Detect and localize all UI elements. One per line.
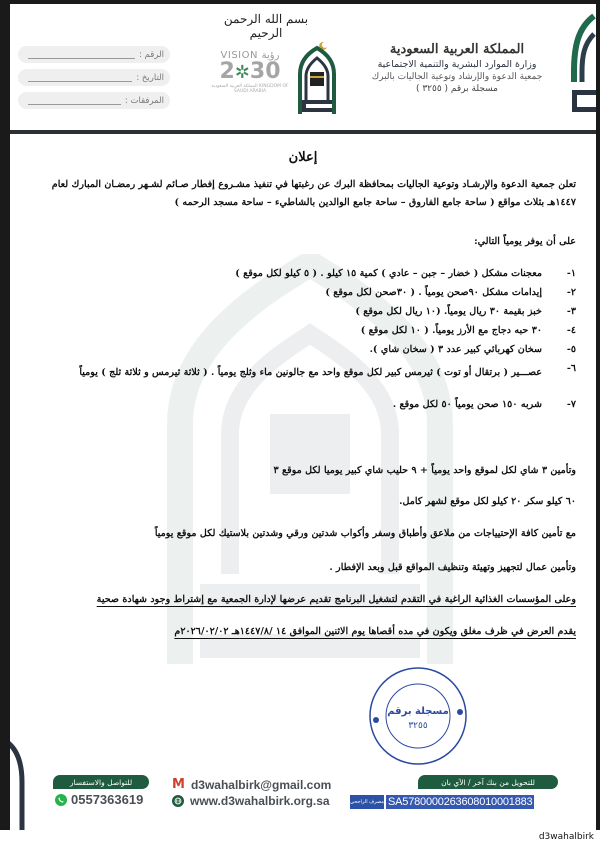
website-url[interactable]: www.d3wahalbirk.org.sa: [190, 794, 330, 808]
institutions-line: وعلى المؤسسات الغذائية الراغبة في التقدم لتشغيل البرنامج تقديم عرضها لإدارة الجمعية مع إشتراط وجود شهادة صحية: [96, 594, 576, 605]
list-item: ١- معجنات مشكل ( خضار – جبن – عادي ) كمية ١٥ كيلو . ( ٥ كيلو لكل موقع ): [235, 268, 576, 279]
palm-star-icon: ✲: [234, 62, 250, 83]
deadline-line: يقدم العرض في ظرف مغلق ويكون في مده أقصاها يوم الاثنين الموافق ١٤ /١٤٤٧/٨هـ ٢٠٢٦/٠٢/٠٢م: [174, 626, 576, 637]
list-item: ٦- عصـــير ( برتقال أو توت ) ثيرمس كبير لكل موقع واحد مع جالونين ماء وثلج يومياً . ( ثلاثة ثيرمس و ثلاثة ثلج ) يومياً: [79, 363, 576, 378]
iban-number[interactable]: SA5780000263608010001883: [388, 796, 533, 808]
organization-block: [362, 42, 552, 94]
svg-text:مسجلة برقم: مسجلة برقم: [387, 706, 449, 717]
sugar-line: ٦٠ كيلو سكر ٢٠ كيلو لكل موقع لشهر كامل.: [399, 496, 576, 507]
supplies-line: مع تأمين كافة الإحتيياجات من ملاعق وأطباق وسفر وأكواب شدتين ورقي وشدتين بلاستيك لكل موقع يومياً: [154, 528, 576, 539]
list-item: ٤- ٣٠ حبه دجاج مع الأرز يومياً. ( ١٠ لكل موقع ): [360, 325, 576, 336]
document-page: [10, 4, 596, 830]
workers-line: وتأمين عمال لتجهيز وتهيئة وتنظيف المواقع قبل وبعد الإفطار .: [329, 562, 576, 573]
announcement-title: إعلان: [288, 150, 318, 165]
birk-logo-icon: [294, 40, 340, 118]
list-item: ٥- سخان كهربائي كبير عدد ٣ ( سخان شاي ).: [369, 344, 576, 355]
vision-2030-logo: VISION رؤية 2✲30 المملكة العربية السعودية KINGDOM OF SAUDI ARABIA: [211, 50, 289, 94]
date-field[interactable]: التاريخ :: [18, 69, 170, 86]
kingdom-name: المملكة العربية السعودية: [389, 42, 525, 57]
list-item: ٧- شربه ١٥٠ صحن يومياً ٥٠ لكل موقع .: [392, 399, 576, 410]
bank-logo-icon: مصرف الراجحي: [350, 795, 384, 809]
phone-number[interactable]: 0557363619: [71, 792, 144, 807]
registration-number: مسجلة برقم ( ٣٢٥٥ ): [415, 84, 499, 94]
transfer-pill: للتحويل من بنك آخر / الآي بان: [418, 775, 558, 789]
globe-icon: [172, 795, 184, 807]
basmala: بسم الله الرحمن الرحيم: [223, 12, 309, 40]
tea-line: وتأمين ٣ شاي لكل لموقع واحد يومياً + ٩ حليب شاي كبير يوميا لكل موقع ٣: [273, 465, 576, 476]
ministry-name: وزارة الموارد البشرية والتنمية الاجتماعية: [377, 59, 537, 70]
reference-fields: [18, 46, 170, 115]
intro-line-1: تعلن جمعية الدعوة والإرشـاد وتوعية الجاليات بمحافظة البرك عن رغبتها في تنفيذ مشـروع إفطار صـائم لشـهر رمضـان المبارك لعام: [51, 179, 576, 190]
list-item: ٣- خبز بقيمة ٣٠ ريال يومياً. (١٠ ريال لكل موقع ): [355, 306, 576, 317]
intro-line-2: ١٤٤٧هـ بثلاث مواقع ( ساحة جامع الفاروق – ساحة جامع الوالدين بالشاطيء – ساحة مسجد الرحمه ): [174, 197, 576, 208]
contact-pill: للتواصل والاستفسار: [53, 775, 149, 789]
watermark-caption: d3wahalbirk: [538, 832, 594, 842]
footer-arch-icon: [10, 734, 30, 830]
image-bottom-band: [0, 830, 600, 843]
daily-intro: على أن يوفر يومياً التالي:: [474, 236, 576, 247]
gmail-icon: M: [172, 777, 185, 792]
association-name: جمعية الدعوة والإرشاد وتوعية الجاليات بالبرك: [371, 72, 543, 82]
brand-arch-icon: [568, 12, 596, 116]
header-divider: [10, 130, 596, 134]
email-address[interactable]: d3wahalbirk@gmail.com: [190, 777, 332, 792]
phone-line[interactable]: [55, 792, 143, 807]
official-stamp-icon: [366, 664, 470, 768]
list-item: ٢- إيدامات مشكل ٩٠صحن يومياً . ( ٣٠صحن لكل موقع ): [325, 287, 576, 298]
svg-text:٣٢٥٥: ٣٢٥٥: [408, 721, 428, 731]
website-line[interactable]: [172, 794, 330, 808]
reference-number-field[interactable]: الرقم :: [18, 46, 170, 63]
daily-items-list: [56, 268, 576, 418]
iban-line[interactable]: [350, 795, 534, 809]
attachments-field[interactable]: المرفقات :: [18, 92, 170, 109]
whatsapp-icon: [55, 794, 67, 806]
email-line[interactable]: [172, 777, 331, 792]
